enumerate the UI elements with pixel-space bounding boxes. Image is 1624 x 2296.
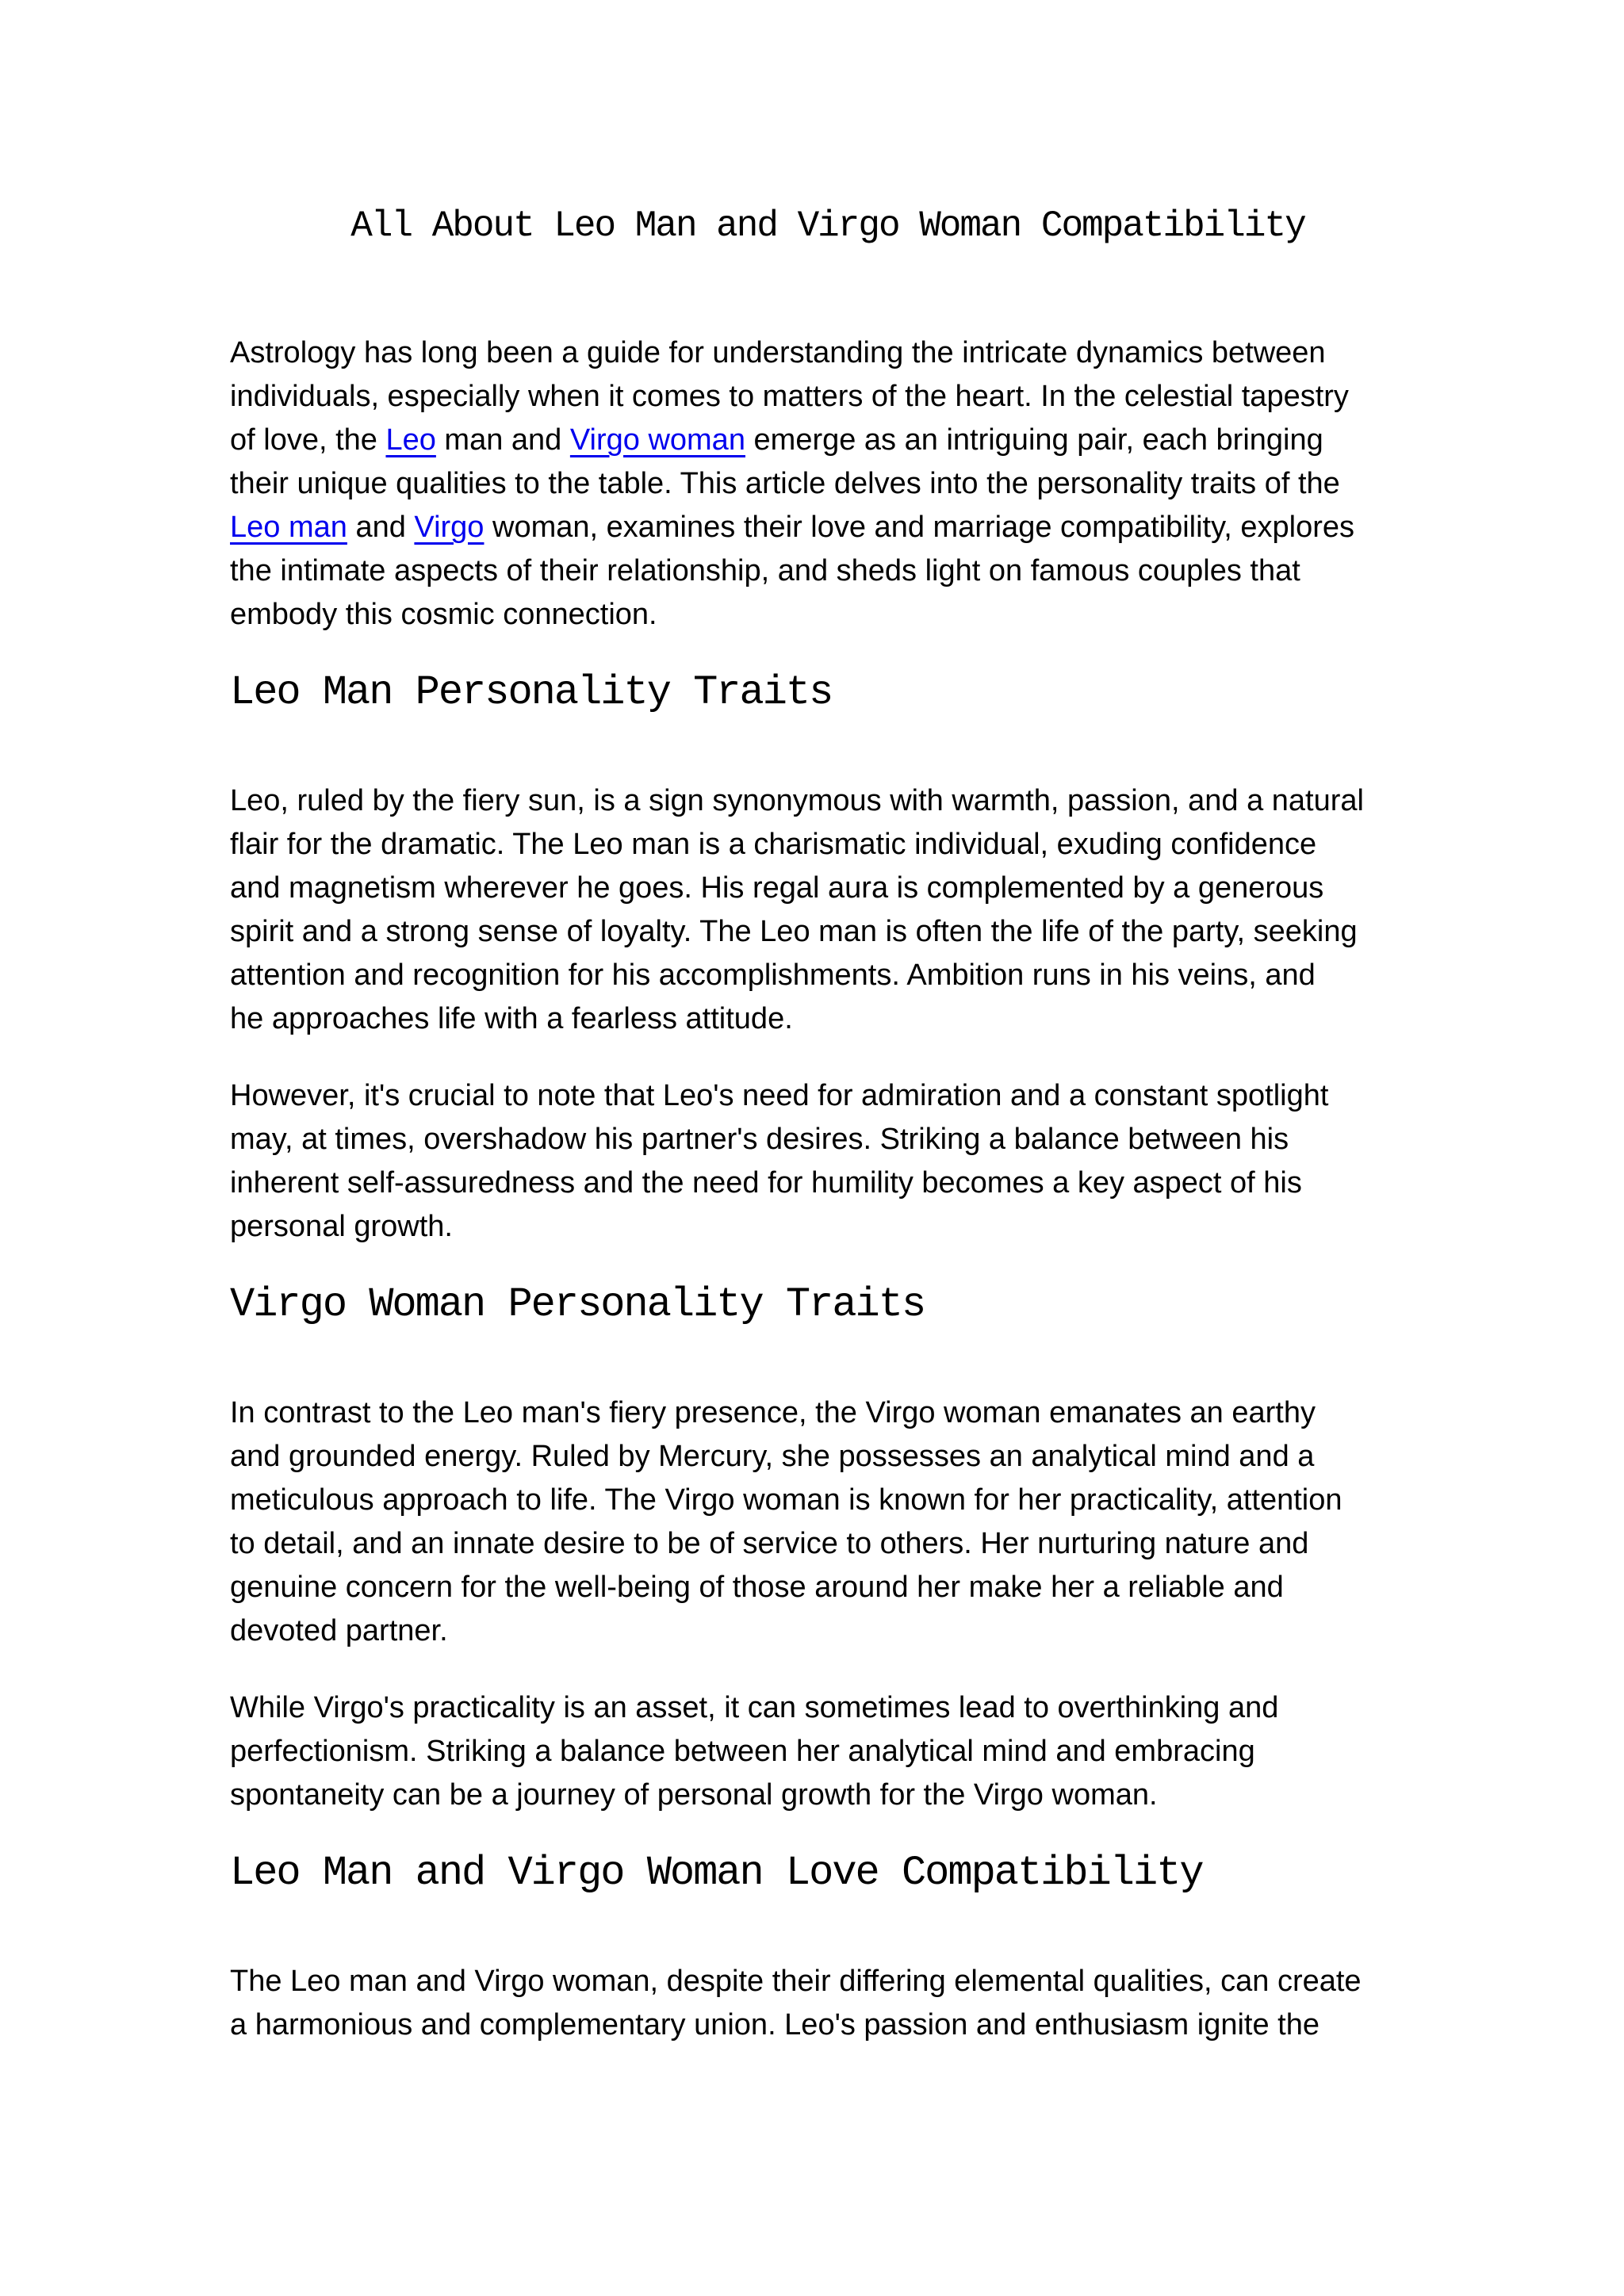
- text-run: spontaneity can be a journey of personal growth for the Virgo woman.: [230, 1778, 1158, 1812]
- text-line: [230, 867, 1426, 910]
- text-line: [230, 593, 1426, 637]
- text-line: [230, 1205, 1426, 1249]
- text-line: [230, 1522, 1426, 1566]
- text-run: emerge as an intriguing pair, each bringing: [745, 423, 1323, 457]
- text-run: and: [347, 511, 415, 544]
- text-line: [230, 462, 1426, 506]
- document-title: All About Leo Man and Virgo Woman Compatibility: [350, 205, 1305, 247]
- text-line: [230, 375, 1426, 419]
- text-line: [230, 549, 1426, 593]
- paragraph-virgo-traits-2: [230, 1686, 1426, 1817]
- text-run: Leo, ruled by the fiery sun, is a sign synonymous with warmth, passion, and a natural: [230, 784, 1364, 817]
- document-body: [230, 331, 1426, 2047]
- heading-virgo-woman-personality-traits: Virgo Woman Personality Traits: [230, 1281, 925, 1328]
- text-run: their unique qualities to the table. This article delves into the personality traits of the: [230, 467, 1340, 500]
- text-run: the intimate aspects of their relationship, and sheds light on famous couples that: [230, 554, 1300, 587]
- text-run: and grounded energy. Ruled by Mercury, she possesses an analytical mind and a: [230, 1440, 1315, 1473]
- text-line: [230, 1391, 1426, 1435]
- text-run: devoted partner.: [230, 1614, 448, 1647]
- text-run: to detail, and an innate desire to be of service to others. Her nurturing nature and: [230, 1527, 1309, 1560]
- link-leo[interactable]: Leo: [385, 423, 436, 457]
- text-line: [230, 2003, 1426, 2047]
- text-run: individuals, especially when it comes to matters of the heart. In the celestial tapestry: [230, 380, 1349, 413]
- text-run: In contrast to the Leo man's fiery presence, the Virgo woman emanates an earthy: [230, 1396, 1316, 1429]
- text-run: The Leo man and Virgo woman, despite their differing elemental qualities, can create: [230, 1965, 1362, 1998]
- text-line: [230, 1161, 1426, 1205]
- text-run: meticulous approach to life. The Virgo woman is known for her practicality, attention: [230, 1483, 1342, 1517]
- text-line: [230, 1774, 1426, 1817]
- text-line: [230, 910, 1426, 954]
- text-line: [230, 419, 1426, 462]
- paragraph-leo-traits-1: [230, 779, 1426, 1041]
- text-line: [230, 506, 1426, 549]
- text-run: embody this cosmic connection.: [230, 598, 657, 631]
- text-run: may, at times, overshadow his partner's desires. Striking a balance between his: [230, 1123, 1289, 1156]
- link-virgo[interactable]: Virgo: [414, 511, 485, 544]
- link-virgo-woman[interactable]: Virgo woman: [569, 423, 745, 457]
- text-line: [230, 1566, 1426, 1609]
- text-run: he approaches life with a fearless attitude.: [230, 1002, 793, 1035]
- text-run: inherent self-assuredness and the need for humility becomes a key aspect of his: [230, 1166, 1302, 1200]
- paragraph-virgo-traits-1: [230, 1391, 1426, 1653]
- text-run: man and: [435, 423, 570, 457]
- paragraph-love-compatibility-1: [230, 1960, 1426, 2047]
- text-line: [230, 1730, 1426, 1774]
- text-run: perfectionism. Striking a balance between her analytical mind and embracing: [230, 1735, 1255, 1768]
- text-run: genuine concern for the well-being of those around her make her a reliable and: [230, 1571, 1284, 1604]
- text-run: and magnetism wherever he goes. His regal aura is complemented by a generous: [230, 871, 1324, 905]
- link-leo-man[interactable]: Leo man: [230, 511, 347, 544]
- text-run: of love, the: [230, 423, 386, 457]
- text-run: woman, examines their love and marriage compatibility, explores: [484, 511, 1355, 544]
- text-line: [230, 1435, 1426, 1479]
- text-run: However, it's crucial to note that Leo's need for admiration and a constant spotlight: [230, 1079, 1329, 1112]
- text-run: flair for the dramatic. The Leo man is a charismatic individual, exuding confidence: [230, 828, 1317, 861]
- text-run: spirit and a strong sense of loyalty. The Leo man is often the life of the party, seeking: [230, 915, 1358, 948]
- paragraph-leo-traits-2: [230, 1074, 1426, 1249]
- text-run: Astrology has long been a guide for understanding the intricate dynamics between: [230, 336, 1326, 369]
- text-line: [230, 823, 1426, 867]
- text-run: personal growth.: [230, 1210, 453, 1243]
- text-line: [230, 331, 1426, 375]
- text-line: [230, 1479, 1426, 1522]
- text-line: [230, 954, 1426, 997]
- heading-leo-man-personality-traits: Leo Man Personality Traits: [230, 669, 833, 716]
- text-run: While Virgo's practicality is an asset, it can sometimes lead to overthinking and: [230, 1691, 1279, 1724]
- text-line: [230, 1960, 1426, 2003]
- heading-love-compatibility: Leo Man and Virgo Woman Love Compatibility: [230, 1850, 1203, 1896]
- text-run: a harmonious and complementary union. Leo's passion and enthusiasm ignite the: [230, 2008, 1320, 2042]
- text-line: [230, 997, 1426, 1041]
- paragraph-intro: [230, 331, 1426, 637]
- text-line: [230, 779, 1426, 823]
- text-line: [230, 1074, 1426, 1118]
- text-line: [230, 1686, 1426, 1730]
- text-run: attention and recognition for his accomplishments. Ambition runs in his veins, and: [230, 959, 1316, 992]
- text-line: [230, 1118, 1426, 1161]
- text-line: [230, 1609, 1426, 1653]
